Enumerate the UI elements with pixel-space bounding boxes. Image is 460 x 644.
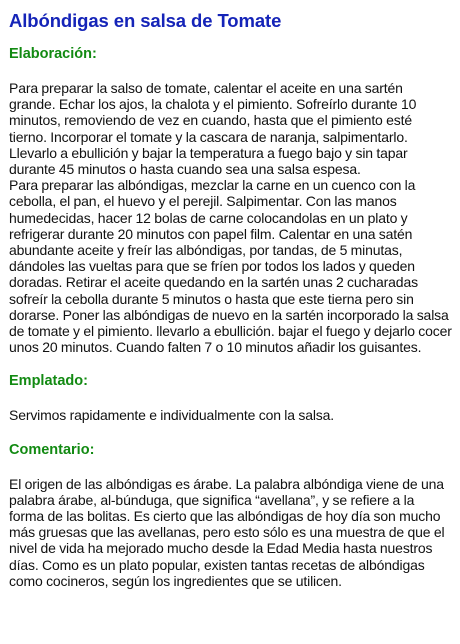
- elaboracion-paragraph-salsa: Para preparar la salso de tomate, calentar el aceite en una sartén grande. Echar los ajos, la chalota y el pimiento. Sofreírlo durante 10 minutos, removiendo de vez en cuando, hasta que el pimiento esté tierno. Incorporar el tomate y la cascara de naranja, salpimentarlo. Llevarlo a ebullición y bajar la temperatura a fuego bajo y sin tapar durante 45 minutos o hasta cuando sea una salsa espesa.: [9, 80, 417, 178]
- comentario-paragraph: El origen de las albóndigas es árabe. La palabra albóndiga viene de una palabra árabe, al-búnduga, que significa “avellana”, y se refiere a la forma de las bolitas. Es cierto que las albóndigas de hoy día son mucho más gruesas que las avellanas, pero esto sólo es una muestra de que el nivel de vida ha mejorado mucho desde la Edad Media hasta nuestros días. Como es un plato popular, existen tantas recetas de albóndigas como cocineros, según los ingredientes que se utilicen.: [9, 475, 445, 589]
- elaboracion-heading: Elaboración:: [9, 46, 97, 62]
- emplatado-heading: Emplatado:: [9, 373, 88, 390]
- elaboracion-paragraph-albondigas: Para preparar las albóndigas, mezclar la carne en un cuenco con la cebolla, el pan, el huevo y el perejil. Salpimentar. Con las manos humedecidas, hacer 12 bolas de carne colocandolas en un plato y refrigerar durante 20 minutos con papel film. Calentar en una satén abundante aceite y freír las albóndigas, por tandas, de 5 minutas, dándoles las vueltas para que se fríen por todos los lados y queden doradas. Retirar el aceite quedando en la sartén unas 2 cucharadas sofreír la cebolla durante 5 minutos o hasta que este tierna pero sin dorarse. Poner las albóndigas de nuevo en la sartén incorporado la salsa de tomate y el pimiento. llevarlo a ebullición. bajar el fuego y dejarlo cocer unos 20 minutos. Cuando falten 7 o 10 minutos añadir los guisantes.: [9, 177, 452, 356]
- recipe-title: Albóndigas en salsa de Tomate: [9, 10, 282, 31]
- emplatado-paragraph: Servimos rapidamente e individualmente con la salsa.: [9, 407, 335, 424]
- comentario-heading: Comentario:: [9, 441, 95, 458]
